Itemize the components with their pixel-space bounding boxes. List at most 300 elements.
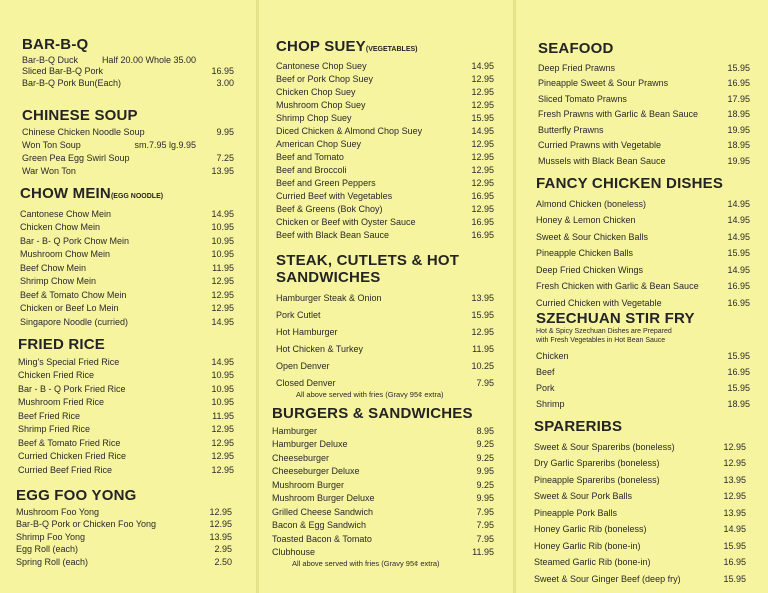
- item-name: Honey Garlic Rib (boneless): [534, 524, 647, 534]
- item-price: 14.95: [211, 356, 234, 367]
- item-list: [276, 60, 494, 242]
- item-price: 9.95: [476, 466, 494, 476]
- menu-item: [18, 355, 234, 369]
- item-price: 16.95: [727, 78, 750, 88]
- item-price: 12.95: [471, 204, 494, 214]
- menu-section-barbq: [22, 36, 234, 90]
- item-price: 16.95: [723, 557, 746, 567]
- menu-item: [272, 546, 494, 560]
- item-name: Open Denver: [276, 361, 330, 371]
- menu-item: [276, 373, 494, 390]
- item-name: Green Pea Egg Swirl Soup: [22, 153, 130, 163]
- item-name: Hot Hamburger: [276, 327, 338, 337]
- item-name: Mushroom Burger Deluxe: [272, 493, 375, 503]
- section-title: SEAFOOD: [538, 40, 614, 57]
- item-name: Pork Cutlet: [276, 310, 321, 320]
- menu-item: [536, 347, 750, 363]
- item-price: 16.95: [471, 191, 494, 201]
- section-note: with Fresh Vegetables in Hot Bean Sauce: [536, 337, 666, 344]
- item-name: Diced Chicken & Almond Chop Suey: [276, 126, 423, 136]
- menu-item: [16, 531, 232, 544]
- item-name: Steamed Garlic Rib (bone-in): [534, 557, 651, 567]
- item-price: 16.95: [471, 217, 494, 227]
- menu-item: [536, 244, 750, 261]
- item-name: Sliced Tomato Prawns: [538, 93, 627, 104]
- item-name: Shrimp Chop Suey: [276, 113, 352, 123]
- item-price: 12.95: [471, 178, 494, 188]
- menu-item: [16, 544, 232, 557]
- item-name: Bar-B-Q Pork Bun(Each): [22, 77, 122, 88]
- item-price: 12.95: [211, 424, 234, 434]
- menu-item: [272, 519, 494, 533]
- item-price: 18.95: [727, 109, 750, 119]
- menu-item: [538, 152, 750, 168]
- item-list: [534, 437, 746, 586]
- item-name: Curried Chicken Fried Rice: [18, 451, 127, 461]
- menu-section-fancy-chicken: [536, 175, 750, 310]
- item-name: Egg Roll (each): [16, 544, 79, 554]
- section-subtitle: (VEGETABLES): [365, 46, 418, 53]
- item-price: 13.95: [471, 293, 494, 303]
- menu-item: [538, 137, 750, 153]
- menu-item: [534, 454, 746, 471]
- item-name: Bar-B-Q Duck: [22, 54, 79, 65]
- section-title: BURGERS & SANDWICHES: [272, 405, 473, 422]
- menu-item: [276, 86, 494, 99]
- item-name: Beef and Green Peppers: [276, 178, 376, 188]
- menu-item: [20, 234, 234, 248]
- menu-item: [536, 293, 750, 310]
- menu-item: [538, 106, 750, 122]
- menu-item: [18, 450, 234, 464]
- item-price: 9.25: [476, 452, 494, 463]
- menu-item: [20, 302, 234, 316]
- menu-item: [276, 339, 494, 356]
- item-price: 15.95: [727, 383, 750, 393]
- menu-section-egg-foo-yong: [16, 487, 232, 569]
- item-list: [272, 424, 494, 559]
- menu-item: [18, 436, 234, 450]
- menu-section-chow-mein: [20, 185, 234, 329]
- item-name: Beef Fried Rice: [18, 410, 81, 421]
- menu-item: [276, 216, 494, 229]
- item-price: 15.95: [727, 248, 750, 258]
- item-price: 9.25: [476, 439, 494, 449]
- menu-item: [276, 138, 494, 151]
- item-name: Pork: [536, 383, 555, 393]
- item-price: 12.95: [471, 165, 494, 175]
- menu-item: [20, 248, 234, 262]
- item-price: 7.25: [216, 153, 234, 163]
- item-size-prices: sm.7.95 lg.9.95: [134, 140, 196, 150]
- item-name: Chicken or Beef with Oyster Sauce: [276, 217, 416, 227]
- item-name: Beef & Tomato Chow Mein: [20, 289, 127, 300]
- item-name: Cheeseburger Deluxe: [272, 466, 360, 476]
- item-list: [16, 506, 232, 569]
- item-price: 18.95: [727, 140, 750, 150]
- item-price: 10.95: [211, 249, 234, 259]
- menu-section-burgers: [272, 405, 494, 568]
- item-name: Chicken or Beef Lo Mein: [20, 303, 119, 313]
- menu-item: [534, 503, 746, 520]
- item-name: Deep Fried Chicken Wings: [536, 264, 644, 275]
- menu-item: [534, 569, 746, 586]
- item-price: 8.95: [476, 425, 494, 436]
- item-price: 14.95: [727, 215, 750, 225]
- item-price: 18.95: [727, 399, 750, 409]
- item-name: Cheeseburger: [272, 452, 330, 463]
- item-name: Curried Beef Fried Rice: [18, 464, 113, 475]
- item-name: Sweet & Sour Pork Balls: [534, 491, 633, 501]
- menu-section-seafood: [538, 40, 750, 168]
- item-price: 10.25: [471, 361, 494, 371]
- item-name: Curried Beef with Vegetables: [276, 191, 393, 201]
- item-price: 14.95: [211, 316, 234, 327]
- menu-item: [272, 438, 494, 452]
- item-price: 11.95: [472, 547, 494, 557]
- item-name: Beef & Greens (Bok Choy): [276, 204, 383, 214]
- item-name: War Won Ton: [22, 166, 76, 176]
- menu-item: [534, 470, 746, 487]
- item-name: Curried Chicken with Vegetable: [536, 297, 662, 308]
- menu-item: [276, 164, 494, 177]
- item-list: [20, 207, 234, 329]
- item-name: Cantonese Chow Mein: [20, 208, 112, 219]
- menu-item: [536, 395, 750, 411]
- item-price: 12.95: [211, 437, 234, 448]
- item-name: Dry Garlic Spareribs (boneless): [534, 458, 660, 468]
- menu-section-spareribs: [534, 418, 746, 586]
- item-price: 11.95: [472, 344, 494, 354]
- item-price: 13.95: [211, 166, 234, 176]
- section-footer-note: All above served with fries (Gravy 95¢ extra): [292, 559, 440, 568]
- menu-item: [20, 288, 234, 302]
- item-name: Chicken Fried Rice: [18, 370, 95, 380]
- item-price: 19.95: [727, 155, 750, 166]
- section-title: STEAK, CUTLETS & HOT: [276, 252, 460, 269]
- item-name: Toasted Bacon & Tomato: [272, 533, 372, 544]
- section-note: Hot & Spicy Szechuan Dishes are Prepared: [536, 328, 672, 335]
- menu-section-steak: [276, 252, 494, 399]
- menu-item: [22, 78, 234, 90]
- menu-item: [276, 112, 494, 125]
- item-price: 9.25: [476, 479, 494, 490]
- item-price: 14.95: [727, 198, 750, 209]
- item-price: 15.95: [727, 351, 750, 361]
- item-list: [18, 355, 234, 477]
- menu-item: [22, 126, 234, 139]
- menu-item: [20, 261, 234, 275]
- item-list: [276, 288, 494, 390]
- item-name: Pineapple Chicken Balls: [536, 248, 634, 258]
- item-name: Won Ton Soup: [22, 140, 81, 150]
- menu-item: [276, 356, 494, 373]
- item-name: Bar - B- Q Pork Chow Mein: [20, 235, 130, 246]
- item-price: 14.95: [727, 264, 750, 275]
- item-name: Honey & Lemon Chicken: [536, 215, 636, 225]
- menu-item: [534, 487, 746, 504]
- item-name: Butterfly Prawns: [538, 124, 604, 135]
- menu-item: [22, 165, 234, 178]
- section-title: EGG FOO YONG: [16, 487, 137, 504]
- item-price: 12.95: [723, 458, 746, 468]
- item-name: Beef and Broccoli: [276, 165, 347, 175]
- item-name: Closed Denver: [276, 378, 336, 388]
- item-name: Singapore Noodle (curried): [20, 316, 129, 327]
- item-price: 16.95: [727, 281, 750, 291]
- item-price: 12.95: [471, 139, 494, 149]
- section-title: SZECHUAN STIR FRY: [536, 310, 695, 327]
- item-name: Mushroom Burger: [272, 479, 345, 490]
- item-list: [538, 59, 750, 168]
- menu-item: [536, 277, 750, 294]
- item-price: 16.95: [727, 297, 750, 308]
- menu-item: [538, 75, 750, 91]
- item-name: Ming's Special Fried Rice: [18, 356, 120, 367]
- item-price: 7.95: [476, 520, 494, 530]
- menu-item: [536, 211, 750, 228]
- item-name: Mushroom Fried Rice: [18, 397, 105, 407]
- section-subtitle: (EGG NOODLE): [110, 193, 164, 200]
- item-price: 7.95: [476, 506, 494, 517]
- menu-item: [16, 506, 232, 519]
- item-price: 12.95: [471, 152, 494, 162]
- menu-item: [18, 369, 234, 383]
- item-list: [22, 55, 234, 90]
- section-title: BAR-B-Q: [22, 36, 89, 53]
- item-name: Mushroom Chop Suey: [276, 100, 366, 110]
- menu-item: [534, 536, 746, 553]
- menu-item: [534, 520, 746, 537]
- menu-item: [276, 305, 494, 322]
- item-name: Beef & Tomato Fried Rice: [18, 437, 121, 448]
- item-name: Curried Prawns with Vegetable: [538, 140, 662, 150]
- menu-section-chinese-soup: [22, 107, 234, 178]
- item-price: 11.95: [212, 262, 234, 273]
- item-name: Shrimp Foo Yong: [16, 531, 86, 542]
- item-name: Sweet & Sour Ginger Beef (deep fry): [534, 573, 681, 584]
- item-name: Beef Chow Mein: [20, 262, 87, 273]
- item-name: Bacon & Egg Sandwich: [272, 520, 367, 530]
- item-price: 16.95: [211, 66, 234, 76]
- item-name: Mussels with Black Bean Sauce: [538, 155, 666, 166]
- item-price: 15.95: [723, 540, 746, 551]
- menu-item: [536, 227, 750, 244]
- item-price: 12.95: [723, 441, 746, 452]
- item-list: [536, 194, 750, 310]
- item-price: 12.95: [209, 519, 232, 529]
- menu-item: [536, 379, 750, 395]
- menu-item: [538, 90, 750, 106]
- menu-item: [18, 409, 234, 423]
- section-title: CHOP SUEY(VEGETABLES): [276, 38, 418, 55]
- item-name: Beef and Tomato: [276, 152, 344, 162]
- item-price: 7.95: [476, 533, 494, 544]
- item-name: Chinese Chicken Noodle Soup: [22, 127, 145, 137]
- item-name: Beef: [536, 367, 555, 377]
- item-name: Sweet & Sour Spareribs (boneless): [534, 441, 675, 452]
- item-price: 9.95: [216, 127, 234, 137]
- item-price: 12.95: [211, 451, 234, 461]
- item-price: 11.95: [212, 410, 234, 421]
- item-name: Pineapple Spareribs (boneless): [534, 474, 660, 485]
- menu-item: [534, 437, 746, 454]
- item-name: American Chop Suey: [276, 139, 362, 149]
- menu-item: [276, 322, 494, 339]
- menu-item: [538, 121, 750, 137]
- item-name: Hamburger Deluxe: [272, 439, 348, 449]
- item-price: 10.95: [211, 222, 234, 232]
- menu-item: [20, 207, 234, 221]
- menu-item: [22, 139, 234, 152]
- item-name: Almond Chicken (boneless): [536, 198, 647, 209]
- item-price: 13.95: [209, 531, 232, 542]
- item-name: Shrimp Fried Rice: [18, 424, 91, 434]
- item-price: 12.95: [211, 289, 234, 300]
- item-price: 16.95: [727, 367, 750, 377]
- item-name: Pineapple Sweet & Sour Prawns: [538, 78, 669, 88]
- item-price: 16.95: [471, 230, 494, 240]
- item-price: 15.95: [471, 310, 494, 320]
- section-footer-note: All above served with fries (Gravy 95¢ extra): [296, 390, 444, 399]
- item-name: Mushroom Chow Mein: [20, 249, 111, 259]
- menu-item: [538, 59, 750, 75]
- item-price: 12.95: [211, 303, 234, 313]
- item-price: 19.95: [727, 124, 750, 135]
- item-name: Shrimp Chow Mein: [20, 276, 97, 286]
- item-price: 12.95: [471, 327, 494, 337]
- item-price: 10.95: [211, 397, 234, 407]
- menu-item: [276, 229, 494, 242]
- menu-item: [534, 553, 746, 570]
- item-price: 2.95: [214, 544, 232, 554]
- item-name: Beef with Black Bean Sauce: [276, 230, 390, 240]
- item-price: 14.95: [211, 208, 234, 219]
- menu-item: [16, 556, 232, 569]
- item-price: 15.95: [723, 573, 746, 584]
- menu-item: [536, 194, 750, 211]
- menu-item: [276, 177, 494, 190]
- menu-item: [276, 73, 494, 86]
- menu-section-chop-suey: [276, 38, 494, 242]
- item-price: 14.95: [471, 126, 494, 136]
- item-price: 12.95: [471, 74, 494, 84]
- section-title: CHINESE SOUP: [22, 107, 138, 124]
- menu-item: [276, 125, 494, 138]
- item-name: Fresh Prawns with Garlic & Bean Sauce: [538, 109, 699, 119]
- panel-fold-left: [256, 0, 259, 593]
- menu-item: [16, 519, 232, 532]
- item-name: Spring Roll (each): [16, 556, 89, 567]
- item-name: Hot Chicken & Turkey: [276, 344, 364, 354]
- item-name: Honey Garlic Rib (bone-in): [534, 540, 641, 551]
- section-title-line2: SANDWICHES: [276, 269, 381, 286]
- item-price: 13.95: [723, 507, 746, 518]
- item-name: Pineapple Pork Balls: [534, 507, 618, 518]
- item-name: Clubhouse: [272, 547, 316, 557]
- menu-item: [20, 315, 234, 329]
- menu-item: [276, 60, 494, 73]
- menu-section-szechuan: [536, 310, 750, 411]
- section-title: FANCY CHICKEN DISHES: [536, 175, 724, 192]
- section-title: SPARERIBS: [534, 418, 623, 435]
- item-name: Sweet & Sour Chicken Balls: [536, 231, 649, 242]
- item-price: 12.95: [211, 464, 234, 475]
- menu-item: [276, 203, 494, 216]
- item-price: 13.95: [723, 474, 746, 485]
- menu-item: [276, 288, 494, 305]
- menu-item: [272, 465, 494, 479]
- item-name: Deep Fried Prawns: [538, 62, 616, 73]
- menu-item: [536, 363, 750, 379]
- item-price: 10.95: [211, 235, 234, 246]
- item-price: 12.95: [211, 276, 234, 286]
- menu-item: [272, 505, 494, 519]
- item-name: Shrimp: [536, 399, 565, 409]
- menu-item: [20, 275, 234, 289]
- item-name: Hamburger: [272, 425, 318, 436]
- menu-item: [18, 382, 234, 396]
- menu-item: [272, 451, 494, 465]
- item-name: Chicken Chop Suey: [276, 87, 356, 97]
- item-price: 14.95: [727, 231, 750, 242]
- item-name: Cantonese Chop Suey: [276, 61, 367, 71]
- menu-item: [276, 190, 494, 203]
- item-list: [536, 347, 750, 411]
- item-price: 14.95: [723, 524, 746, 534]
- item-price: 7.95: [476, 378, 494, 388]
- item-price: 12.95: [723, 491, 746, 501]
- menu-section-fried-rice: [18, 336, 234, 477]
- item-price: 12.95: [209, 506, 232, 517]
- item-name: Chicken: [536, 351, 569, 361]
- item-name: Fresh Chicken with Garlic & Bean Sauce: [536, 281, 699, 291]
- item-price: 9.95: [476, 493, 494, 503]
- item-price: 14.95: [471, 61, 494, 71]
- item-list: [22, 126, 234, 178]
- item-name: Sliced Bar-B-Q Pork: [22, 66, 104, 76]
- item-price: 15.95: [727, 62, 750, 73]
- menu-item: [272, 478, 494, 492]
- item-price: 12.95: [471, 87, 494, 97]
- menu-item: [18, 423, 234, 437]
- menu-item: [20, 221, 234, 235]
- menu-item: [272, 424, 494, 438]
- item-name: Mushroom Foo Yong: [16, 506, 100, 517]
- section-title: FRIED RICE: [18, 336, 106, 353]
- item-price: 17.95: [727, 93, 750, 104]
- item-name: Hamburger Steak & Onion: [276, 293, 382, 303]
- menu-item: [18, 463, 234, 477]
- item-price: 10.95: [211, 370, 234, 380]
- item-price: 3.00: [216, 77, 234, 88]
- menu-item: [276, 99, 494, 112]
- item-price: 2.50: [214, 556, 232, 567]
- menu-item: [536, 260, 750, 277]
- section-title: CHOW MEIN(EGG NOODLE): [20, 185, 164, 202]
- item-price: 15.95: [471, 113, 494, 123]
- item-price: 12.95: [471, 100, 494, 110]
- item-name: Chicken Chow Mein: [20, 222, 101, 232]
- item-name: Bar - B - Q Pork Fried Rice: [18, 383, 126, 394]
- menu-item: [272, 532, 494, 546]
- item-name: Bar-B-Q Pork or Chicken Foo Yong: [16, 519, 157, 529]
- item-price: 10.95: [211, 383, 234, 394]
- menu-item: [22, 152, 234, 165]
- menu-item: [18, 396, 234, 410]
- panel-fold-right: [513, 0, 516, 593]
- item-name: Beef or Pork Chop Suey: [276, 74, 374, 84]
